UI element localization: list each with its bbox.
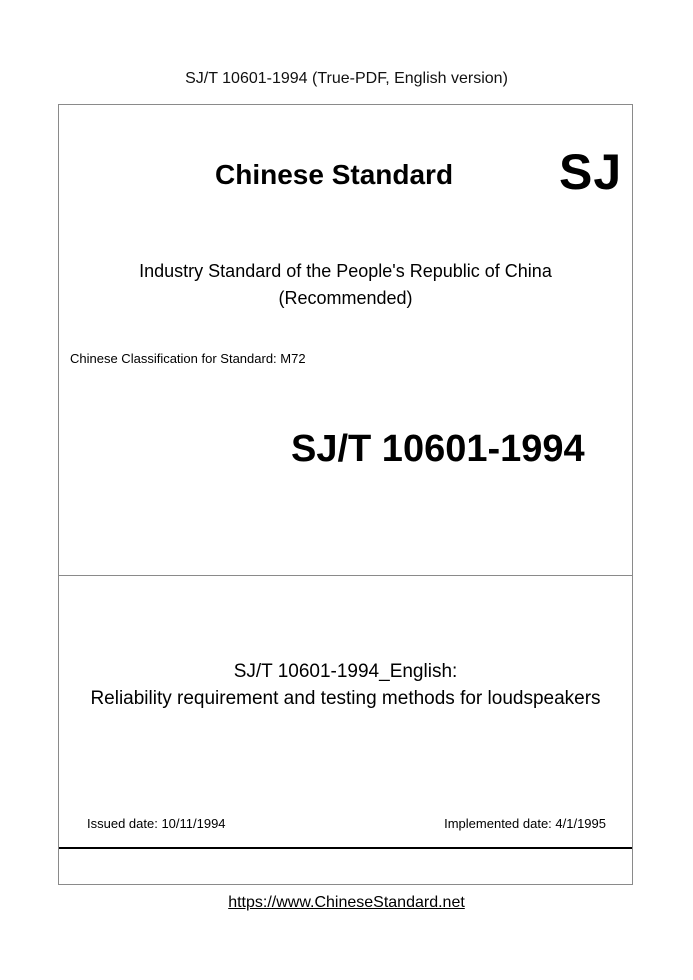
website-link[interactable]: https://www.ChineseStandard.net [228,894,465,911]
implemented-date: Implemented date: 4/1/1995 [444,816,606,831]
industry-standard-line: Industry Standard of the People's Republic of China [139,261,552,281]
cover-title-section [59,576,632,847]
issued-date: Issued date: 10/11/1994 [87,816,226,831]
standard-number: SJ/T 10601-1994 [291,428,585,470]
cover-bottom-box [59,847,632,884]
standard-type-title: Chinese Standard [215,159,454,190]
cover-frame [58,104,633,885]
recommended-line: (Recommended) [278,288,413,308]
page-header: SJ/T 10601-1994 (True-PDF, English version) [185,70,508,87]
sj-mark: SJ [559,144,623,200]
document-title-line2: Reliability requirement and testing methods for loudspeakers [90,688,601,709]
document-title-line1: SJ/T 10601-1994_English: [233,661,458,682]
cover-top-section [59,105,632,576]
classification-text: Chinese Classification for Standard: M72 [70,351,306,366]
